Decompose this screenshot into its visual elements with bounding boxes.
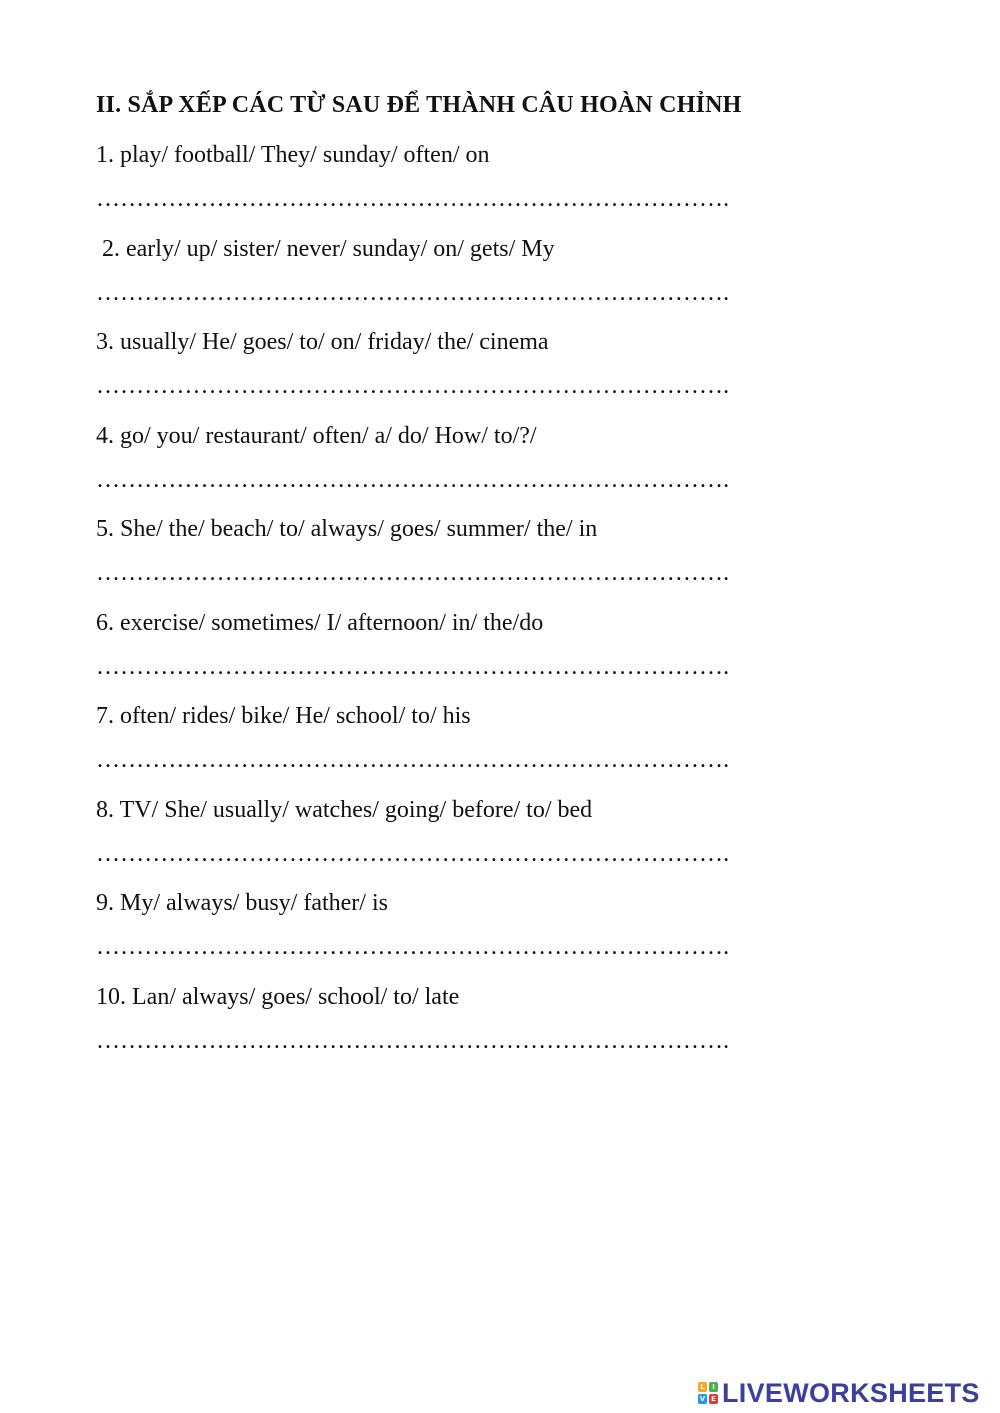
list-item [96,515,776,583]
sentence-prompt: 9. My/ always/ busy/ father/ is [96,890,388,916]
answer-line[interactable]: ……………………………………………………………………. [96,376,730,396]
sentence-prompt: 10. Lan/ always/ goes/ school/ to/ late [96,984,460,1010]
page-title: II. SẮP XẾP CÁC TỪ SAU ĐỂ THÀNH CÂU HOÀN CHỈNH [96,92,742,118]
answer-line[interactable]: ……………………………………………………………………. [96,283,730,303]
answer-line[interactable]: ……………………………………………………………………. [96,1031,730,1051]
list-item [96,889,776,957]
sentence-prompt: 2. early/ up/ sister/ never/ sunday/ on/ gets/ My [96,236,555,262]
sentence-prompt: 4. go/ you/ restaurant/ often/ a/ do/ How/ to/?/ [96,423,537,449]
logo-mark-letter: I [709,1382,718,1392]
sentence-prompt: 3. usually/ He/ goes/ to/ on/ friday/ the/ cinema [96,329,549,355]
answer-line[interactable]: ……………………………………………………………………. [96,470,730,490]
sentence-prompt: 1. play/ football/ They/ sunday/ often/ on [96,142,490,168]
list-item [96,702,776,770]
sentence-prompt: 8. TV/ She/ usually/ watches/ going/ before/ to/ bed [96,797,593,823]
list-item [96,983,776,1051]
sentence-prompt: 6. exercise/ sometimes/ I/ afternoon/ in/ the/do [96,610,544,636]
list-item [96,796,776,864]
list-item [96,422,776,490]
logo-mark-letter: V [699,1395,706,1403]
logo-text: LIVEWORKSHEETS [722,1377,980,1408]
answer-line[interactable]: ……………………………………………………………………. [96,189,730,209]
logo-mark-letter: E [709,1394,718,1404]
sentence-prompt: 5. She/ the/ beach/ to/ always/ goes/ summer/ the/ in [96,516,598,542]
liveworksheets-logo[interactable] [698,1378,980,1408]
answer-line[interactable]: ……………………………………………………………………. [96,563,730,583]
answer-line[interactable]: ……………………………………………………………………. [96,844,730,864]
list-item [96,141,776,209]
list-item [96,328,776,396]
answer-line[interactable]: ……………………………………………………………………. [96,657,730,677]
answer-line[interactable]: ……………………………………………………………………. [96,937,730,957]
list-item [96,609,776,677]
sentence-prompt: 7. often/ rides/ bike/ He/ school/ to/ his [96,703,471,729]
list-item [96,235,776,303]
logo-mark-letter: L [698,1382,707,1392]
answer-line[interactable]: ……………………………………………………………………. [96,750,730,770]
logo-mark-icon [698,1382,718,1404]
